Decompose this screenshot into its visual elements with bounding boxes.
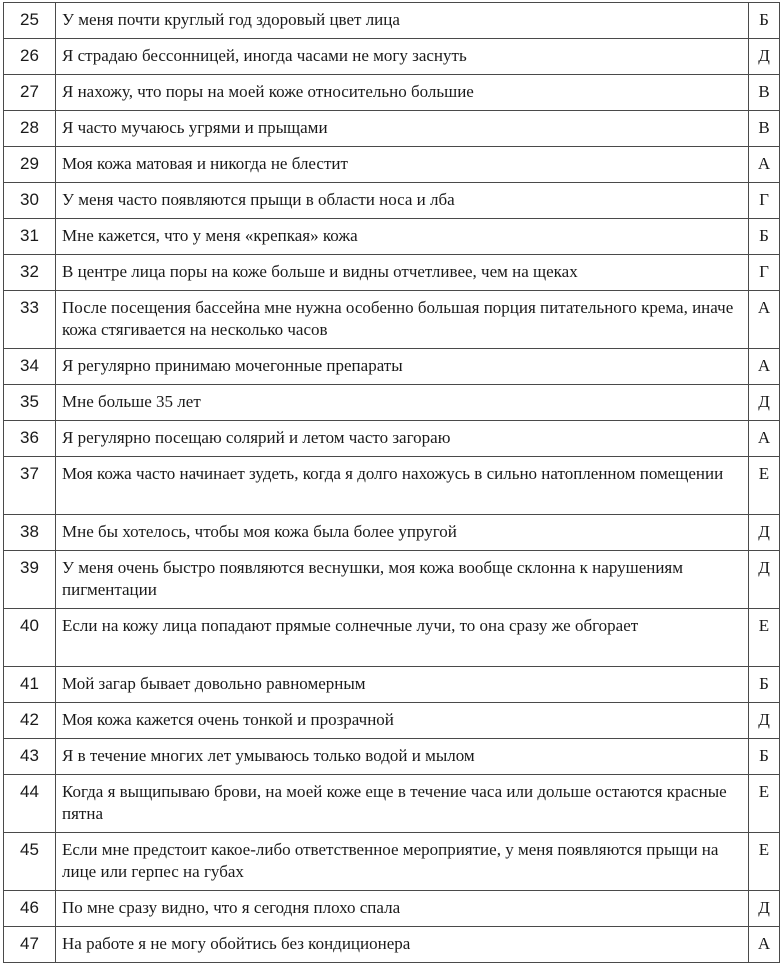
table-row bbox=[4, 891, 780, 927]
table-row bbox=[4, 551, 780, 609]
type-code: Д bbox=[749, 385, 780, 421]
row-number: 43 bbox=[4, 739, 56, 775]
statement-text: Мой загар бывает довольно равномерным bbox=[56, 667, 749, 703]
row-number: 39 bbox=[4, 551, 56, 609]
table-row bbox=[4, 421, 780, 457]
type-code: Е bbox=[749, 457, 780, 515]
row-number: 36 bbox=[4, 421, 56, 457]
statement-text: Когда я выщипываю брови, на моей коже еще в течение часа или дольше остаются красные пятна bbox=[56, 775, 749, 833]
type-code: Е bbox=[749, 609, 780, 667]
statement-text: Я регулярно посещаю солярий и летом часто загораю bbox=[56, 421, 749, 457]
table-row bbox=[4, 291, 780, 349]
row-number: 35 bbox=[4, 385, 56, 421]
type-code: Е bbox=[749, 833, 780, 891]
row-number: 29 bbox=[4, 147, 56, 183]
type-code: Б bbox=[749, 219, 780, 255]
statement-text: Я часто мучаюсь угрями и прыщами bbox=[56, 111, 749, 147]
row-number: 30 bbox=[4, 183, 56, 219]
type-code: Г bbox=[749, 183, 780, 219]
type-code: Д bbox=[749, 551, 780, 609]
row-number: 27 bbox=[4, 75, 56, 111]
statement-text: В центре лица поры на коже больше и видны отчетливее, чем на щеках bbox=[56, 255, 749, 291]
table-row bbox=[4, 385, 780, 421]
statement-text: Я в течение многих лет умываюсь только водой и мылом bbox=[56, 739, 749, 775]
table-row bbox=[4, 609, 780, 667]
type-code: Д bbox=[749, 515, 780, 551]
row-number: 40 bbox=[4, 609, 56, 667]
table-row bbox=[4, 833, 780, 891]
type-code: Б bbox=[749, 739, 780, 775]
type-code: Б bbox=[749, 667, 780, 703]
statement-text: Мне бы хотелось, чтобы моя кожа была более упругой bbox=[56, 515, 749, 551]
row-number: 31 bbox=[4, 219, 56, 255]
row-number: 47 bbox=[4, 927, 56, 963]
statement-text: У меня очень быстро появляются веснушки, моя кожа вообще склонна к нарушениям пигментации bbox=[56, 551, 749, 609]
statement-text: Если мне предстоит какое-либо ответственное мероприятие, у меня появляются прыщи на лице или герпес на губах bbox=[56, 833, 749, 891]
type-code: В bbox=[749, 111, 780, 147]
row-number: 46 bbox=[4, 891, 56, 927]
type-code: А bbox=[749, 421, 780, 457]
table-row bbox=[4, 457, 780, 515]
table-row bbox=[4, 219, 780, 255]
type-code: А bbox=[749, 349, 780, 385]
table-row bbox=[4, 111, 780, 147]
row-number: 32 bbox=[4, 255, 56, 291]
table-row bbox=[4, 183, 780, 219]
questionnaire-body bbox=[4, 3, 780, 963]
questionnaire-table bbox=[3, 2, 780, 963]
row-number: 34 bbox=[4, 349, 56, 385]
row-number: 41 bbox=[4, 667, 56, 703]
type-code: Д bbox=[749, 891, 780, 927]
table-row bbox=[4, 3, 780, 39]
statement-text: Мне больше 35 лет bbox=[56, 385, 749, 421]
row-number: 44 bbox=[4, 775, 56, 833]
statement-text: После посещения бассейна мне нужна особенно большая порция питательного крема, иначе кожа стягивается на несколько часов bbox=[56, 291, 749, 349]
table-row bbox=[4, 75, 780, 111]
row-number: 26 bbox=[4, 39, 56, 75]
row-number: 25 bbox=[4, 3, 56, 39]
row-number: 38 bbox=[4, 515, 56, 551]
statement-text: У меня почти круглый год здоровый цвет лица bbox=[56, 3, 749, 39]
type-code: А bbox=[749, 291, 780, 349]
row-number: 28 bbox=[4, 111, 56, 147]
row-number: 45 bbox=[4, 833, 56, 891]
row-number: 33 bbox=[4, 291, 56, 349]
statement-text: У меня часто появляются прыщи в области носа и лба bbox=[56, 183, 749, 219]
type-code: Г bbox=[749, 255, 780, 291]
statement-text: Я регулярно принимаю мочегонные препараты bbox=[56, 349, 749, 385]
statement-text: Если на кожу лица попадают прямые солнечные лучи, то она сразу же обгорает bbox=[56, 609, 749, 667]
statement-text: По мне сразу видно, что я сегодня плохо спала bbox=[56, 891, 749, 927]
table-row bbox=[4, 667, 780, 703]
statement-text: Моя кожа часто начинает зудеть, когда я долго нахожусь в сильно натопленном помещении bbox=[56, 457, 749, 515]
statement-text: На работе я не могу обойтись без кондиционера bbox=[56, 927, 749, 963]
type-code: Б bbox=[749, 3, 780, 39]
type-code: Е bbox=[749, 775, 780, 833]
table-row bbox=[4, 739, 780, 775]
table-row bbox=[4, 515, 780, 551]
type-code: В bbox=[749, 75, 780, 111]
table-row bbox=[4, 703, 780, 739]
table-row bbox=[4, 349, 780, 385]
statement-text: Моя кожа кажется очень тонкой и прозрачной bbox=[56, 703, 749, 739]
statement-text: Я страдаю бессонницей, иногда часами не могу заснуть bbox=[56, 39, 749, 75]
type-code: Д bbox=[749, 703, 780, 739]
table-row bbox=[4, 927, 780, 963]
row-number: 37 bbox=[4, 457, 56, 515]
table-row bbox=[4, 255, 780, 291]
type-code: Д bbox=[749, 39, 780, 75]
statement-text: Мне кажется, что у меня «крепкая» кожа bbox=[56, 219, 749, 255]
type-code: А bbox=[749, 927, 780, 963]
table-row bbox=[4, 775, 780, 833]
table-row bbox=[4, 147, 780, 183]
statement-text: Я нахожу, что поры на моей коже относительно большие bbox=[56, 75, 749, 111]
row-number: 42 bbox=[4, 703, 56, 739]
table-row bbox=[4, 39, 780, 75]
statement-text: Моя кожа матовая и никогда не блестит bbox=[56, 147, 749, 183]
type-code: А bbox=[749, 147, 780, 183]
